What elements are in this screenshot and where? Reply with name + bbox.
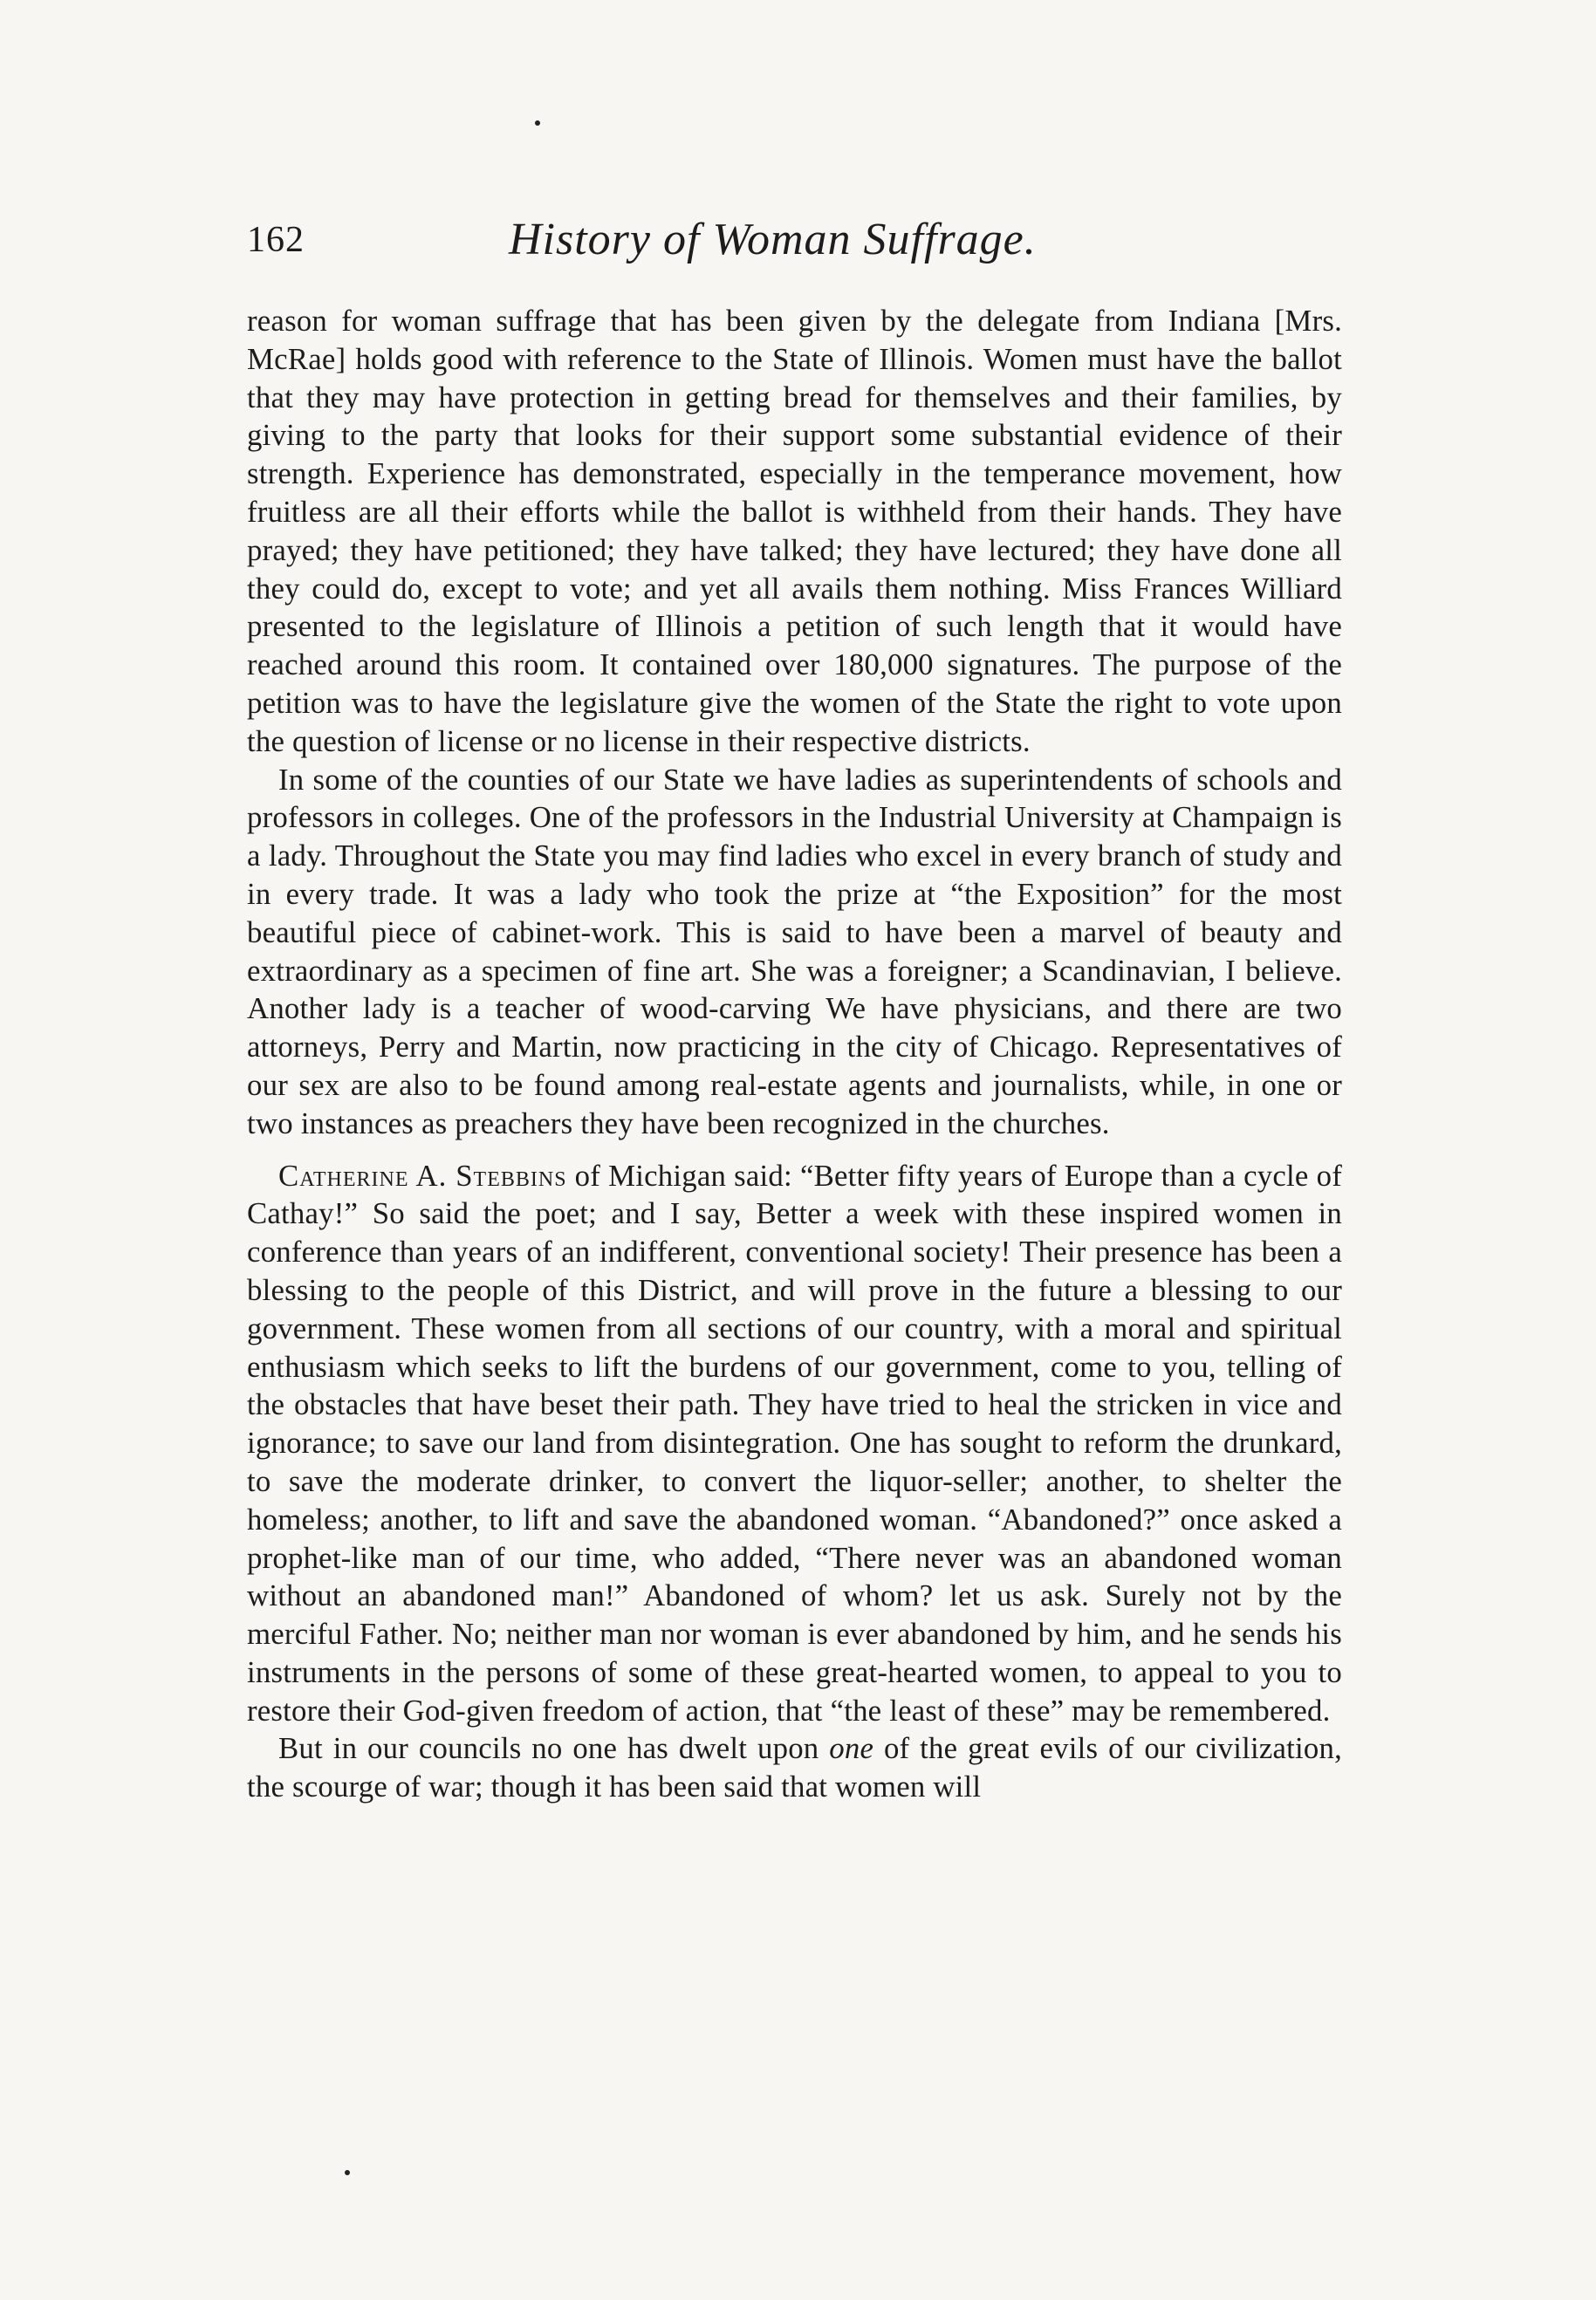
paragraph-1: reason for woman suffrage that has been given by the delegate from Indiana [Mrs. McRae] holds good with reference to the State of Illinois. Women must have the ballot that they may have protection in getting bread for themselves and their families, by giving to the party that looks for their support some substantial evidence of their strength. Experience has demonstrated, especially in the temperance movement, how fruitless are all their efforts while the ballot is withheld from their hands. They have prayed; they have petitioned; they have talked; they have lectured; they have done all they could do, except to vote; and yet all avails them nothing. Miss Frances Williard presented to the legislature of Illinois a petition of such length that it would have reached around this room. It contained over 180,000 signatures. The purpose of the petition was to have the legislature give the women of the State the right to vote upon the question of license or no license in their respective districts. bbox=[247, 304, 1342, 758]
speaker-name: Catherine A. Stebbins bbox=[278, 1158, 567, 1193]
paragraph-4-text-a: But in our councils no one has dwelt upon bbox=[278, 1731, 830, 1766]
paragraph-3 bbox=[247, 1157, 1342, 1730]
paragraph-2: In some of the counties of our State we have ladies as superintendents of schools and professors in colleges. One of the professors in the Industrial University at Champaign is a lady. Throughout the State you may find ladies who excel in every branch of study and in every trade. It was a lady who took the prize at “the Exposition” for the most beautiful piece of cabinet-work. This is said to have been a marvel of beauty and extraordinary as a specimen of fine art. She was a foreigner; a Scandinavian, I believe. Another lady is a teacher of wood-carving We have physicians, and there are two attorneys, Perry and Martin, now practicing in the city of Chicago. Representatives of our sex are also to be found among real-estate agents and journalists, while, in one or two instances as preachers they have been recognized in the churches. bbox=[247, 762, 1342, 1140]
page-number: 162 bbox=[247, 220, 305, 260]
bottom-ink-dot bbox=[345, 2170, 350, 2175]
top-ink-dot bbox=[535, 120, 540, 126]
body-text bbox=[247, 302, 1342, 1806]
paragraph-4-emphasis: one bbox=[829, 1731, 874, 1766]
running-title: History of Woman Suffrage. bbox=[509, 215, 1037, 264]
paragraph-4-text-b: of the great evils of our civilization, the scourge of war; though it has been said that women will bbox=[247, 1731, 1342, 1804]
page-header bbox=[247, 209, 1342, 270]
paragraph-4 bbox=[247, 1729, 1342, 1806]
paragraph-3-text: of Michigan said: “Better fifty years of Europe than a cycle of Cathay!” So said the poet; and I say, Better a week with these inspired women in conference than years of an indifferent, conventional society! Their presence has been a blessing to the people of this District, and will prove in the future a blessing to our government. These women from all sections of our country, with a moral and spiritual enthusiasm which seeks to lift the burdens of our government, come to you, telling of the obstacles that have beset their path. They have tried to heal the stricken in vice and ignorance; to save our land from disintegration. One has sought to reform the drunkard, to save the moderate drinker, to convert the liquor-seller; another, to shelter the homeless; another, to lift and save the abandoned woman. “Abandoned?” once asked a prophet-like man of our time, who added, “There never was an abandoned woman without an abandoned man!” Abandoned of whom? let us ask. Surely not by the merciful Father. No; neither man nor woman is ever abandoned by him, and he sends his instruments in the persons of some of these great-hearted women, to appeal to you to restore their God-given freedom of action, that “the least of these” may be remembered. bbox=[247, 1158, 1342, 1728]
